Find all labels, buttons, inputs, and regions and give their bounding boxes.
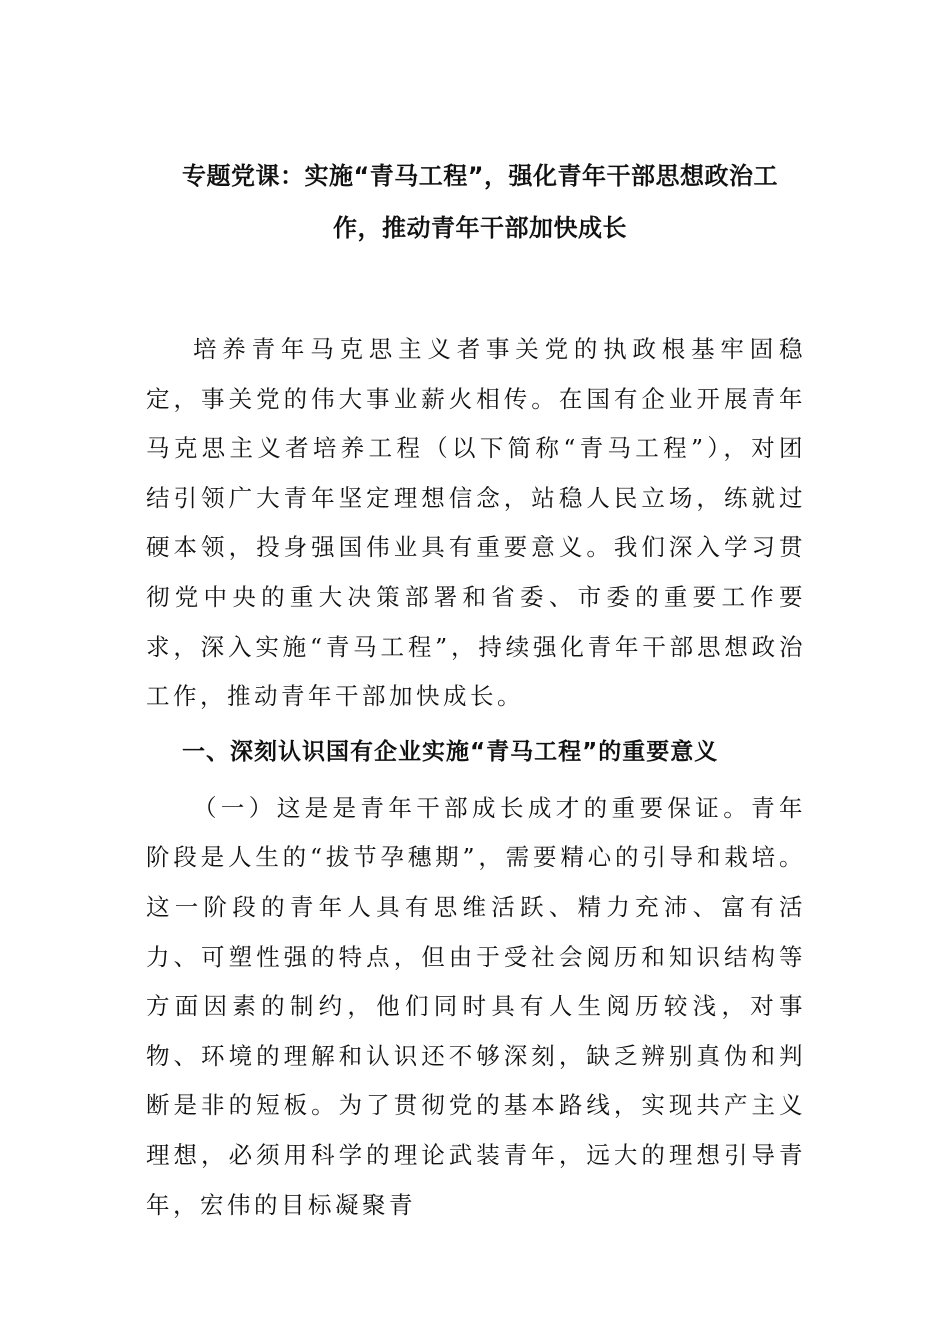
title-line-2: 作，推动青年干部加快成长 — [333, 214, 627, 242]
section-1-paragraph-1: （一）这是是青年干部成长成才的重要保证。青年阶段是人生的“拔节孕穗期”，需要精心的引导和栽培。这一阶段的青年人具有思维活跃、精力充沛、富有活力、可塑性强的特点，但由于受社会阅历和知识结构等方面因素的制约，他们同时具有人生阅历较浅，对事物、环境的理解和认识还不够深刻，缺乏辨别真伪和判断是非的短板。为了贯彻党的基本路线，实现共产主义理想，必须用科学的理论武装青年，远大的理想引导青年，宏伟的目标凝聚青 — [146, 793, 806, 1219]
section-heading-1: 一、深刻认识国有企业实施“青马工程”的重要意义 — [182, 738, 719, 765]
intro-paragraph: 培养青年马克思主义者事关党的执政根基牢固稳定，事关党的伟大事业薪火相传。在国有企业开展青年马克思主义者培养工程（以下简称“青马工程”），对团结引领广大青年坚定理想信念，站稳人民立场，练就过硬本领，投身强国伟业具有重要意义。我们深入学习贯彻党中央的重大决策部署和省委、市委的重要工作要求，深入实施“青马工程”，持续强化青年干部思想政治工作，推动青年干部加快成长。 — [146, 335, 806, 711]
document-title — [140, 150, 820, 254]
document-body — [146, 325, 806, 1230]
title-line-1: 专题党课：实施“青马工程”，强化青年干部思想政治工 — [181, 162, 779, 190]
